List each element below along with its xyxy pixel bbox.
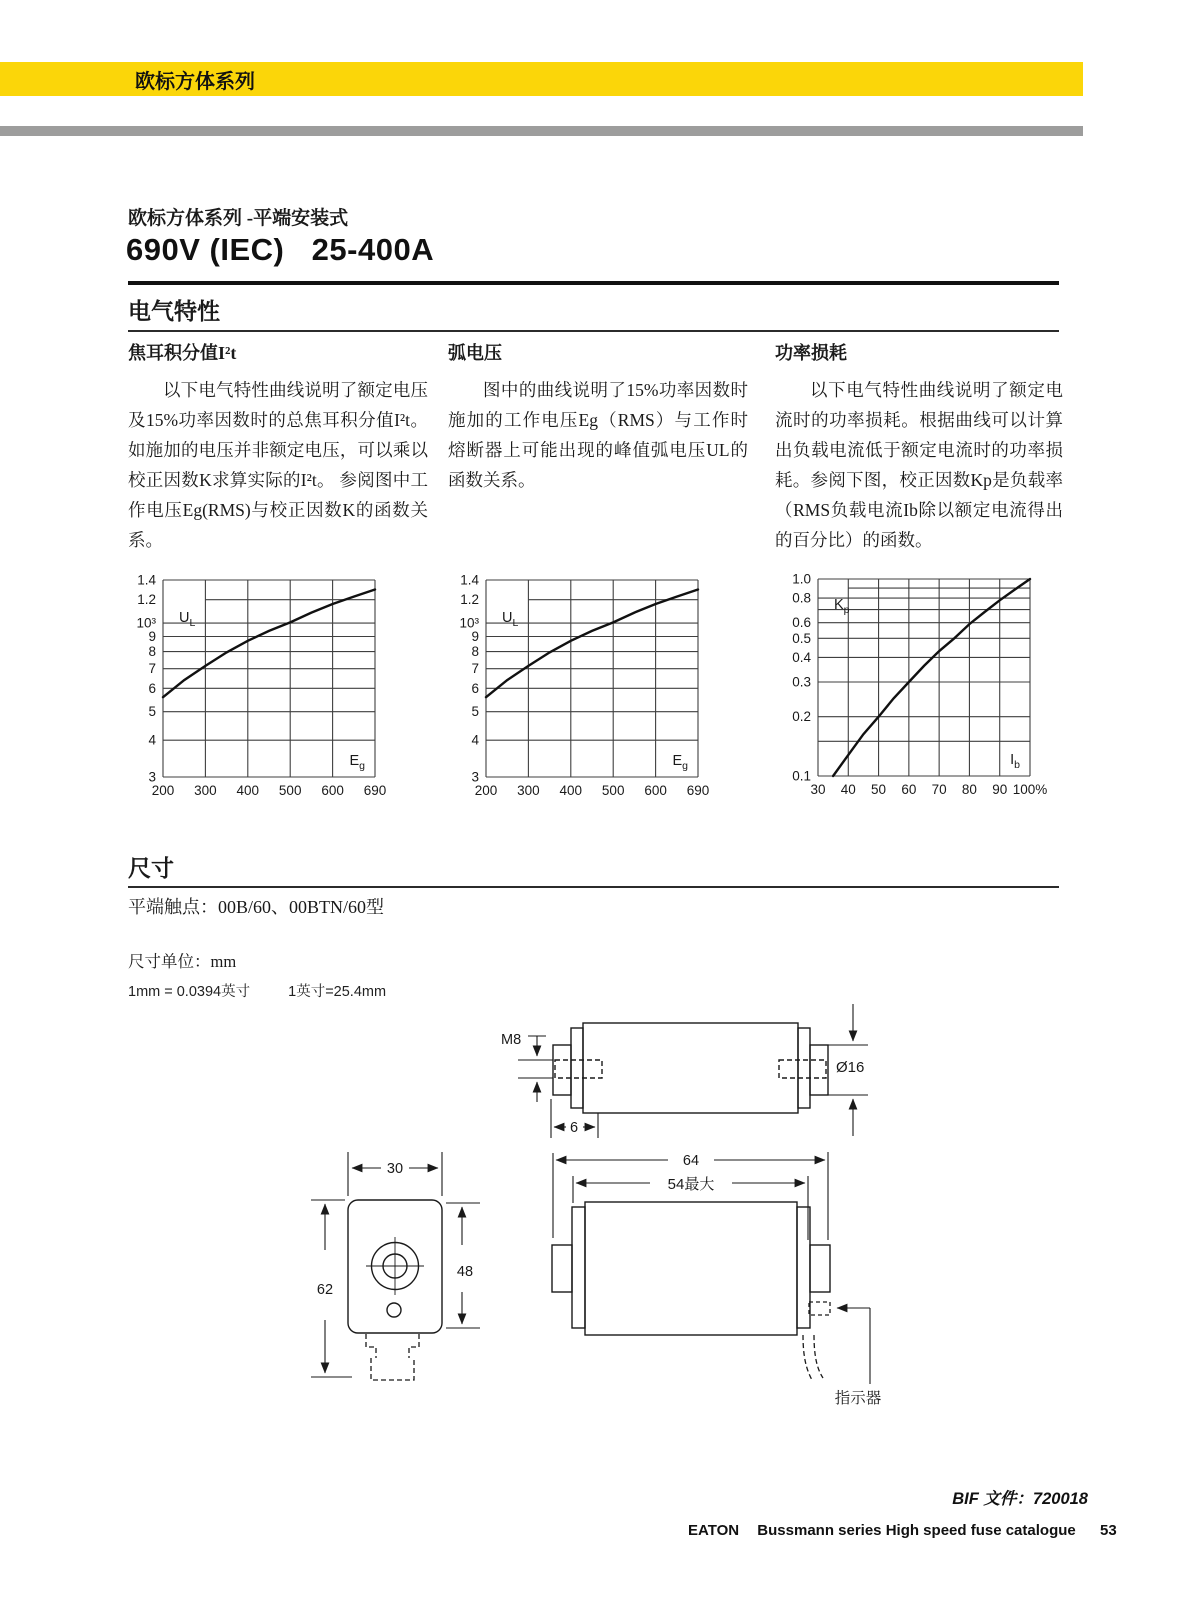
y-axis-corner-label: $K_p$	[834, 597, 850, 616]
dimension-drawings	[300, 985, 1100, 1415]
page-title: 690V (IEC) 25-400A	[126, 232, 435, 267]
x-axis-corner-label: $E_g$	[672, 753, 688, 772]
curve	[163, 590, 375, 698]
fuse-side-view-bottom	[552, 1202, 830, 1380]
svg-text:9: 9	[471, 629, 479, 645]
threaded-stud-right	[779, 1060, 826, 1078]
svg-text:0.6: 0.6	[792, 615, 811, 631]
curve	[486, 590, 698, 698]
dim-label-6: 6	[569, 1120, 579, 1136]
fuse-side-view-top	[553, 1023, 828, 1113]
svg-text:3: 3	[148, 769, 156, 785]
section-heading-dimensions: 尺寸	[128, 856, 174, 881]
page-number: 53	[1100, 1522, 1117, 1539]
svg-text:690: 690	[686, 783, 710, 798]
svg-text:8: 8	[148, 644, 156, 660]
column-i2t	[128, 338, 428, 555]
svg-text:6: 6	[148, 680, 156, 696]
column-arc-voltage-heading: 弧电压	[448, 343, 502, 363]
title-rule	[128, 281, 1059, 285]
svg-text:0.8: 0.8	[792, 590, 811, 606]
indicator-wire-dashed	[803, 1335, 812, 1380]
x-axis-corner-label: $E_g$	[349, 753, 365, 772]
svg-text:500: 500	[601, 783, 625, 798]
svg-text:0.1: 0.1	[792, 768, 811, 784]
conversion-inch-to-mm: 1英寸=25.4mm	[288, 984, 387, 1000]
svg-text:7: 7	[148, 661, 156, 677]
svg-text:500: 500	[278, 783, 302, 798]
svg-text:40: 40	[840, 782, 856, 797]
svg-text:300: 300	[517, 783, 540, 798]
dim-label-64: 64	[682, 1153, 700, 1169]
svg-text:9: 9	[148, 629, 156, 645]
svg-text:3: 3	[471, 769, 479, 785]
svg-text:100%: 100%	[1012, 782, 1048, 797]
svg-text:0.4: 0.4	[792, 649, 811, 665]
column-i2t-body: 以下电气特性曲线说明了额定电压及15%功率因数时的总焦耳积分值I²t。如施加的电压并非额定电压，可以乘以校正因数K求算实际的I²t。 参阅图中工作电压Eg(RMS)与校正因数K的函数关系。	[128, 380, 428, 550]
svg-text:8: 8	[471, 644, 479, 660]
footer-catalogue-title: Bussmann series High speed fuse catalogue	[757, 1522, 1076, 1539]
footer-brand: EATON	[688, 1522, 740, 1539]
svg-text:300: 300	[194, 783, 217, 798]
dim-label-62: 62	[316, 1282, 334, 1298]
y-axis-corner-label: $U_L$	[502, 610, 519, 629]
svg-text:10³: 10³	[136, 615, 156, 631]
contact-type-line: 平端触点：00B/60、00BTN/60型	[128, 897, 385, 917]
gridlines	[486, 580, 698, 777]
svg-text:600: 600	[321, 783, 344, 798]
product-subtitle: 欧标方体系列 -平端安装式	[128, 208, 349, 229]
gridlines	[163, 580, 375, 777]
svg-text:30: 30	[810, 782, 826, 797]
gridlines	[818, 579, 1030, 776]
svg-text:1.4: 1.4	[460, 572, 479, 588]
svg-text:600: 600	[644, 783, 667, 798]
series-banner	[0, 62, 1083, 96]
svg-text:200: 200	[151, 783, 175, 798]
svg-text:690: 690	[363, 783, 387, 798]
dim-label-30: 30	[386, 1161, 404, 1177]
series-banner-label: 欧标方体系列	[135, 70, 255, 93]
svg-text:1.4: 1.4	[137, 572, 156, 588]
chart-arc-voltage	[441, 572, 741, 816]
svg-text:5: 5	[471, 704, 479, 720]
svg-text:7: 7	[471, 661, 479, 677]
dimensions-rule	[128, 886, 1059, 888]
section-heading-electrical: 电气特性	[128, 299, 220, 324]
y-axis-corner-label: $U_L$	[179, 610, 196, 629]
dim-label-48: 48	[456, 1264, 474, 1280]
svg-text:80: 80	[961, 782, 977, 797]
axis-labels	[792, 572, 1047, 798]
electrical-rule	[128, 330, 1059, 332]
svg-text:6: 6	[471, 680, 479, 696]
mounting-tab-dashed	[366, 1334, 376, 1358]
indicator-dashed-box	[809, 1302, 830, 1315]
svg-text:1.2: 1.2	[460, 592, 479, 608]
svg-text:0.2: 0.2	[792, 709, 811, 725]
svg-text:400: 400	[559, 783, 583, 798]
svg-text:70: 70	[931, 782, 947, 797]
chart-power-loss-factor	[773, 571, 1073, 815]
svg-text:0.5: 0.5	[792, 630, 811, 646]
svg-text:0.3: 0.3	[792, 674, 811, 690]
svg-text:1.2: 1.2	[137, 592, 156, 608]
footer	[688, 1522, 1138, 1539]
svg-text:60: 60	[901, 782, 917, 797]
indicator-label: 指示器	[834, 1390, 882, 1407]
bif-file-number: BIF 文件：720018	[952, 1490, 1088, 1508]
svg-text:4: 4	[148, 732, 156, 748]
chart-i2t-correction	[118, 572, 418, 816]
indicator-window-circle	[387, 1303, 401, 1317]
conversion-mm-to-inch: 1mm = 0.0394英寸	[128, 984, 251, 1000]
chart-svg	[118, 572, 418, 816]
column-power-loss-body: 以下电气特性曲线说明了额定电流时的功率损耗。根据曲线可以计算出负载电流低于额定电流时的功率损耗。参阅下图，校正因数Kp是负载率（RMS负载电流Ib除以额定电流得出的百分比）的函数。	[775, 380, 1063, 550]
svg-text:200: 200	[474, 783, 498, 798]
svg-text:1.0: 1.0	[792, 571, 811, 587]
column-arc-voltage	[448, 338, 748, 495]
fuse-front-view	[348, 1200, 442, 1380]
svg-text:400: 400	[236, 783, 260, 798]
column-power-loss-heading: 功率损耗	[775, 343, 847, 363]
gray-divider-bar	[0, 126, 1083, 136]
svg-text:10³: 10³	[459, 615, 479, 631]
dim-label-m8: M8	[501, 1032, 522, 1048]
svg-text:50: 50	[871, 782, 887, 797]
dim-lines-front	[311, 1152, 480, 1377]
svg-text:4: 4	[471, 732, 479, 748]
curve	[833, 579, 1030, 776]
chart-svg	[773, 571, 1073, 815]
dim-label-dia16: Ø16	[836, 1059, 865, 1076]
dim-label-54max: 54最大	[667, 1176, 715, 1193]
column-arc-voltage-body: 图中的曲线说明了15%功率因数时施加的工作电压Eg（RMS）与工作时熔断器上可能出现的峰值弧电压UL的函数关系。	[448, 380, 748, 490]
column-power-loss	[775, 338, 1063, 555]
dimension-unit-line: 尺寸单位：mm	[128, 952, 237, 971]
svg-text:5: 5	[148, 704, 156, 720]
x-axis-corner-label: $I_b$	[1010, 752, 1020, 771]
threaded-stud-left	[555, 1060, 602, 1078]
svg-text:90: 90	[992, 782, 1008, 797]
chart-svg	[441, 572, 741, 816]
column-i2t-heading: 焦耳积分值I²t	[128, 343, 237, 363]
